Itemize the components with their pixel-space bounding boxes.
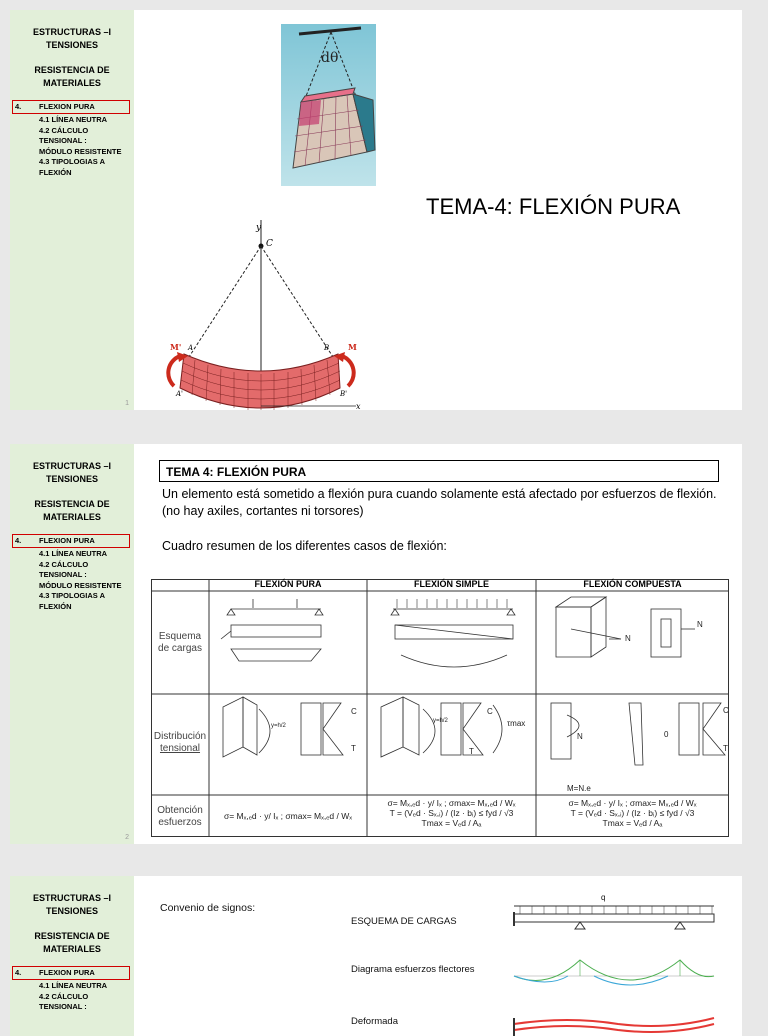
row-label-esquema: Esquema de cargas [158, 631, 202, 654]
sidebar-subitems [39, 115, 134, 178]
sidebar-subitem[interactable]: 4.2 CÁLCULO [39, 991, 89, 1001]
formula-compuesta: σ= Mₓ,ₑd · y/ Iₓ ; σmax= Mₓ,ₑd / Wₓ T = (Vₑd · Sₓ,ᵢ) / (Iz · bᵢ) ≤ fyd / √3 Tmax = Vₑd / Aₐ [568, 798, 697, 828]
sidebar-title: ESTRUCTURAS –I TENSIONES [32, 893, 111, 916]
slide-3 [10, 876, 742, 1036]
column-header-simple: FLEXIÓN SIMPLE [413, 579, 489, 589]
svg-text:M: M [348, 342, 357, 352]
svg-text:N: N [577, 732, 583, 741]
sidebar [10, 10, 134, 410]
sign-convention-diagram [508, 890, 720, 1036]
sidebar-subitems [39, 549, 134, 612]
sidebar-subitem[interactable]: 4.2 CÁLCULO [39, 559, 89, 569]
svg-text:y=h/2: y=h/2 [433, 718, 448, 724]
svg-text:A: A [188, 344, 194, 352]
sidebar-item-flexion-pura[interactable]: 4. FLEXION PURA [12, 534, 130, 548]
sidebar-subitem[interactable]: TENSIONAL : [39, 570, 87, 579]
sidebar-subtitle: RESISTENCIA DE MATERIALES [34, 499, 110, 522]
pure-bending-figure [160, 220, 375, 410]
sidebar-item-flexion-pura[interactable]: 4. FLEXION PURA [12, 100, 130, 114]
row-label-obtencion: Obtención esfuerzos [157, 805, 203, 828]
formula-simple: σ= Mₓ,ₑd · y/ Iₓ ; σmax= Mₓ,ₑd / Wₓ T = (Vₑd · Sₓ,ᵢ) / (Iz · bᵢ) ≤ fyd / √3 Tmax = Vₑd / Aₐ [387, 798, 516, 828]
sidebar-subitem[interactable]: 4.1 LÍNEA NEUTRA [39, 549, 108, 558]
section-title-box: TEMA 4: FLEXIÓN PURA [159, 460, 719, 482]
sidebar-subitem[interactable]: TENSIONAL : [39, 1002, 87, 1011]
sidebar-item-flexion-pura[interactable]: 4. FLEXION PURA [12, 966, 130, 980]
svg-text:dθ: dθ [321, 50, 339, 66]
svg-text:q: q [601, 893, 606, 902]
svg-text:T: T [469, 747, 474, 756]
sidebar-title: ESTRUCTURAS –I TENSIONES [32, 461, 111, 484]
svg-text:N: N [697, 620, 703, 629]
sidebar-subitem[interactable]: 4.2 CÁLCULO [39, 125, 89, 135]
sidebar-subitem[interactable]: FLEXIÓN [39, 601, 72, 611]
page-number: 1 [125, 400, 129, 407]
deformed-block-image [281, 24, 376, 186]
svg-text:M=N.e: M=N.e [567, 784, 591, 793]
svg-text:0: 0 [664, 730, 669, 739]
sign-convention-heading: Convenio de signos: [160, 902, 256, 914]
intro-paragraph: Un elemento está sometido a flexión pura cuando solamente está afectado por esfuerzos de flexión. (no hay axiles, cortantes ni torsores) [162, 487, 717, 518]
svg-text:x: x [356, 402, 361, 410]
svg-text:A': A' [176, 390, 183, 398]
summary-paragraph: Cuadro resumen de los diferentes casos de flexión: [162, 539, 447, 553]
svg-text:C: C [487, 707, 493, 716]
sidebar-subitem[interactable]: TENSIONAL : [39, 136, 87, 145]
svg-text:y=h/2: y=h/2 [271, 723, 286, 729]
svg-text:T: T [351, 744, 356, 753]
svg-text:C: C [266, 239, 273, 249]
svg-text:T: T [723, 744, 728, 753]
sidebar-subitem[interactable]: FLEXIÓN [39, 167, 72, 177]
svg-text:C: C [723, 706, 729, 715]
sidebar [10, 444, 134, 844]
label-esquema-cargas: ESQUEMA DE CARGAS [351, 916, 457, 927]
sidebar-subitem[interactable]: 4.3 TIPOLOGIAS A [39, 157, 105, 166]
column-header-compuesta: FLEXIÓN COMPUESTA [583, 579, 682, 589]
slide-2 [10, 444, 742, 844]
svg-text:C: C [351, 707, 357, 716]
sidebar-subitem[interactable]: MÓDULO RESISTENTE [39, 580, 122, 590]
bending-cases-table [151, 579, 729, 837]
svg-text:N: N [625, 634, 631, 643]
page-number: 2 [125, 834, 129, 841]
slide-title: TEMA-4: FLEXIÓN PURA [426, 194, 681, 219]
sidebar-subtitle: RESISTENCIA DE MATERIALES [34, 65, 110, 88]
column-header-pura: FLEXIÓN PURA [254, 579, 322, 589]
sidebar-subitems [39, 981, 134, 1013]
sidebar-subitem[interactable]: MÓDULO RESISTENTE [39, 146, 122, 156]
svg-text:τmax: τmax [507, 719, 526, 728]
svg-text:M': M' [170, 342, 182, 352]
slide-1 [10, 10, 742, 410]
formula-pura: σ= Mₓ,ₑd · y/ Iₓ ; σmax= Mₓ,ₑd / Wₓ [223, 811, 353, 821]
svg-text:B: B [324, 344, 330, 352]
sidebar-subitem[interactable]: 4.1 LÍNEA NEUTRA [39, 981, 108, 990]
sidebar-subitem[interactable]: 4.1 LÍNEA NEUTRA [39, 115, 108, 124]
svg-text:B': B' [340, 390, 348, 398]
row-label-distribucion: Distribución tensional [153, 731, 207, 754]
label-diagrama-flectores: Diagrama esfuerzos flectores [351, 964, 475, 975]
sidebar-subtitle: RESISTENCIA DE MATERIALES [34, 931, 110, 954]
sidebar-title: ESTRUCTURAS –I TENSIONES [32, 27, 111, 50]
svg-text:y: y [256, 223, 262, 233]
sidebar-subitem[interactable]: 4.3 TIPOLOGIAS A [39, 591, 105, 600]
sidebar [10, 876, 134, 1036]
label-deformada: Deformada [351, 1016, 398, 1027]
